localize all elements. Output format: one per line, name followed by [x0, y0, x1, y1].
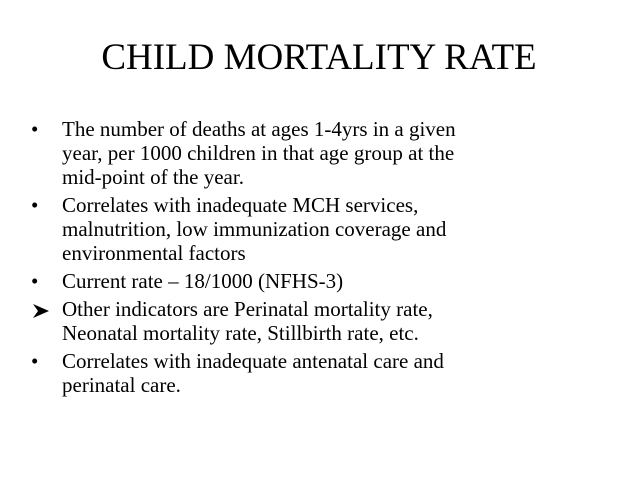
bullet-line: mid-point of the year.: [62, 165, 244, 189]
bullet-list: [30, 117, 615, 401]
bullet-line: perinatal care.: [62, 373, 181, 397]
bullet-line: malnutrition, low immunization coverage and: [62, 217, 447, 241]
bullet-item-other-indicators: [30, 297, 615, 345]
bullet-item-definition: [30, 117, 615, 189]
bullet-line: Current rate – 18/1000 (NFHS-3): [62, 269, 344, 293]
bullet-line: Other indicators are Perinatal mortality rate,: [62, 297, 433, 321]
bullet-line: year, per 1000 children in that age group at the: [62, 141, 455, 165]
bullet-line: Correlates with inadequate antenatal care and: [62, 349, 444, 373]
slide-title: CHILD MORTALITY RATE: [101, 37, 537, 78]
bullet-item-correlates-mch: [30, 193, 615, 265]
bullet-line: Correlates with inadequate MCH services,: [62, 193, 419, 217]
bullet-line: environmental factors: [62, 241, 246, 265]
bullet-item-correlates-antenatal: [30, 349, 615, 397]
bullet-line: Neonatal mortality rate, Stillbirth rate, etc.: [62, 321, 419, 345]
bullet-item-current-rate: [30, 269, 615, 293]
bullet-line: The number of deaths at ages 1-4yrs in a given: [62, 117, 456, 141]
